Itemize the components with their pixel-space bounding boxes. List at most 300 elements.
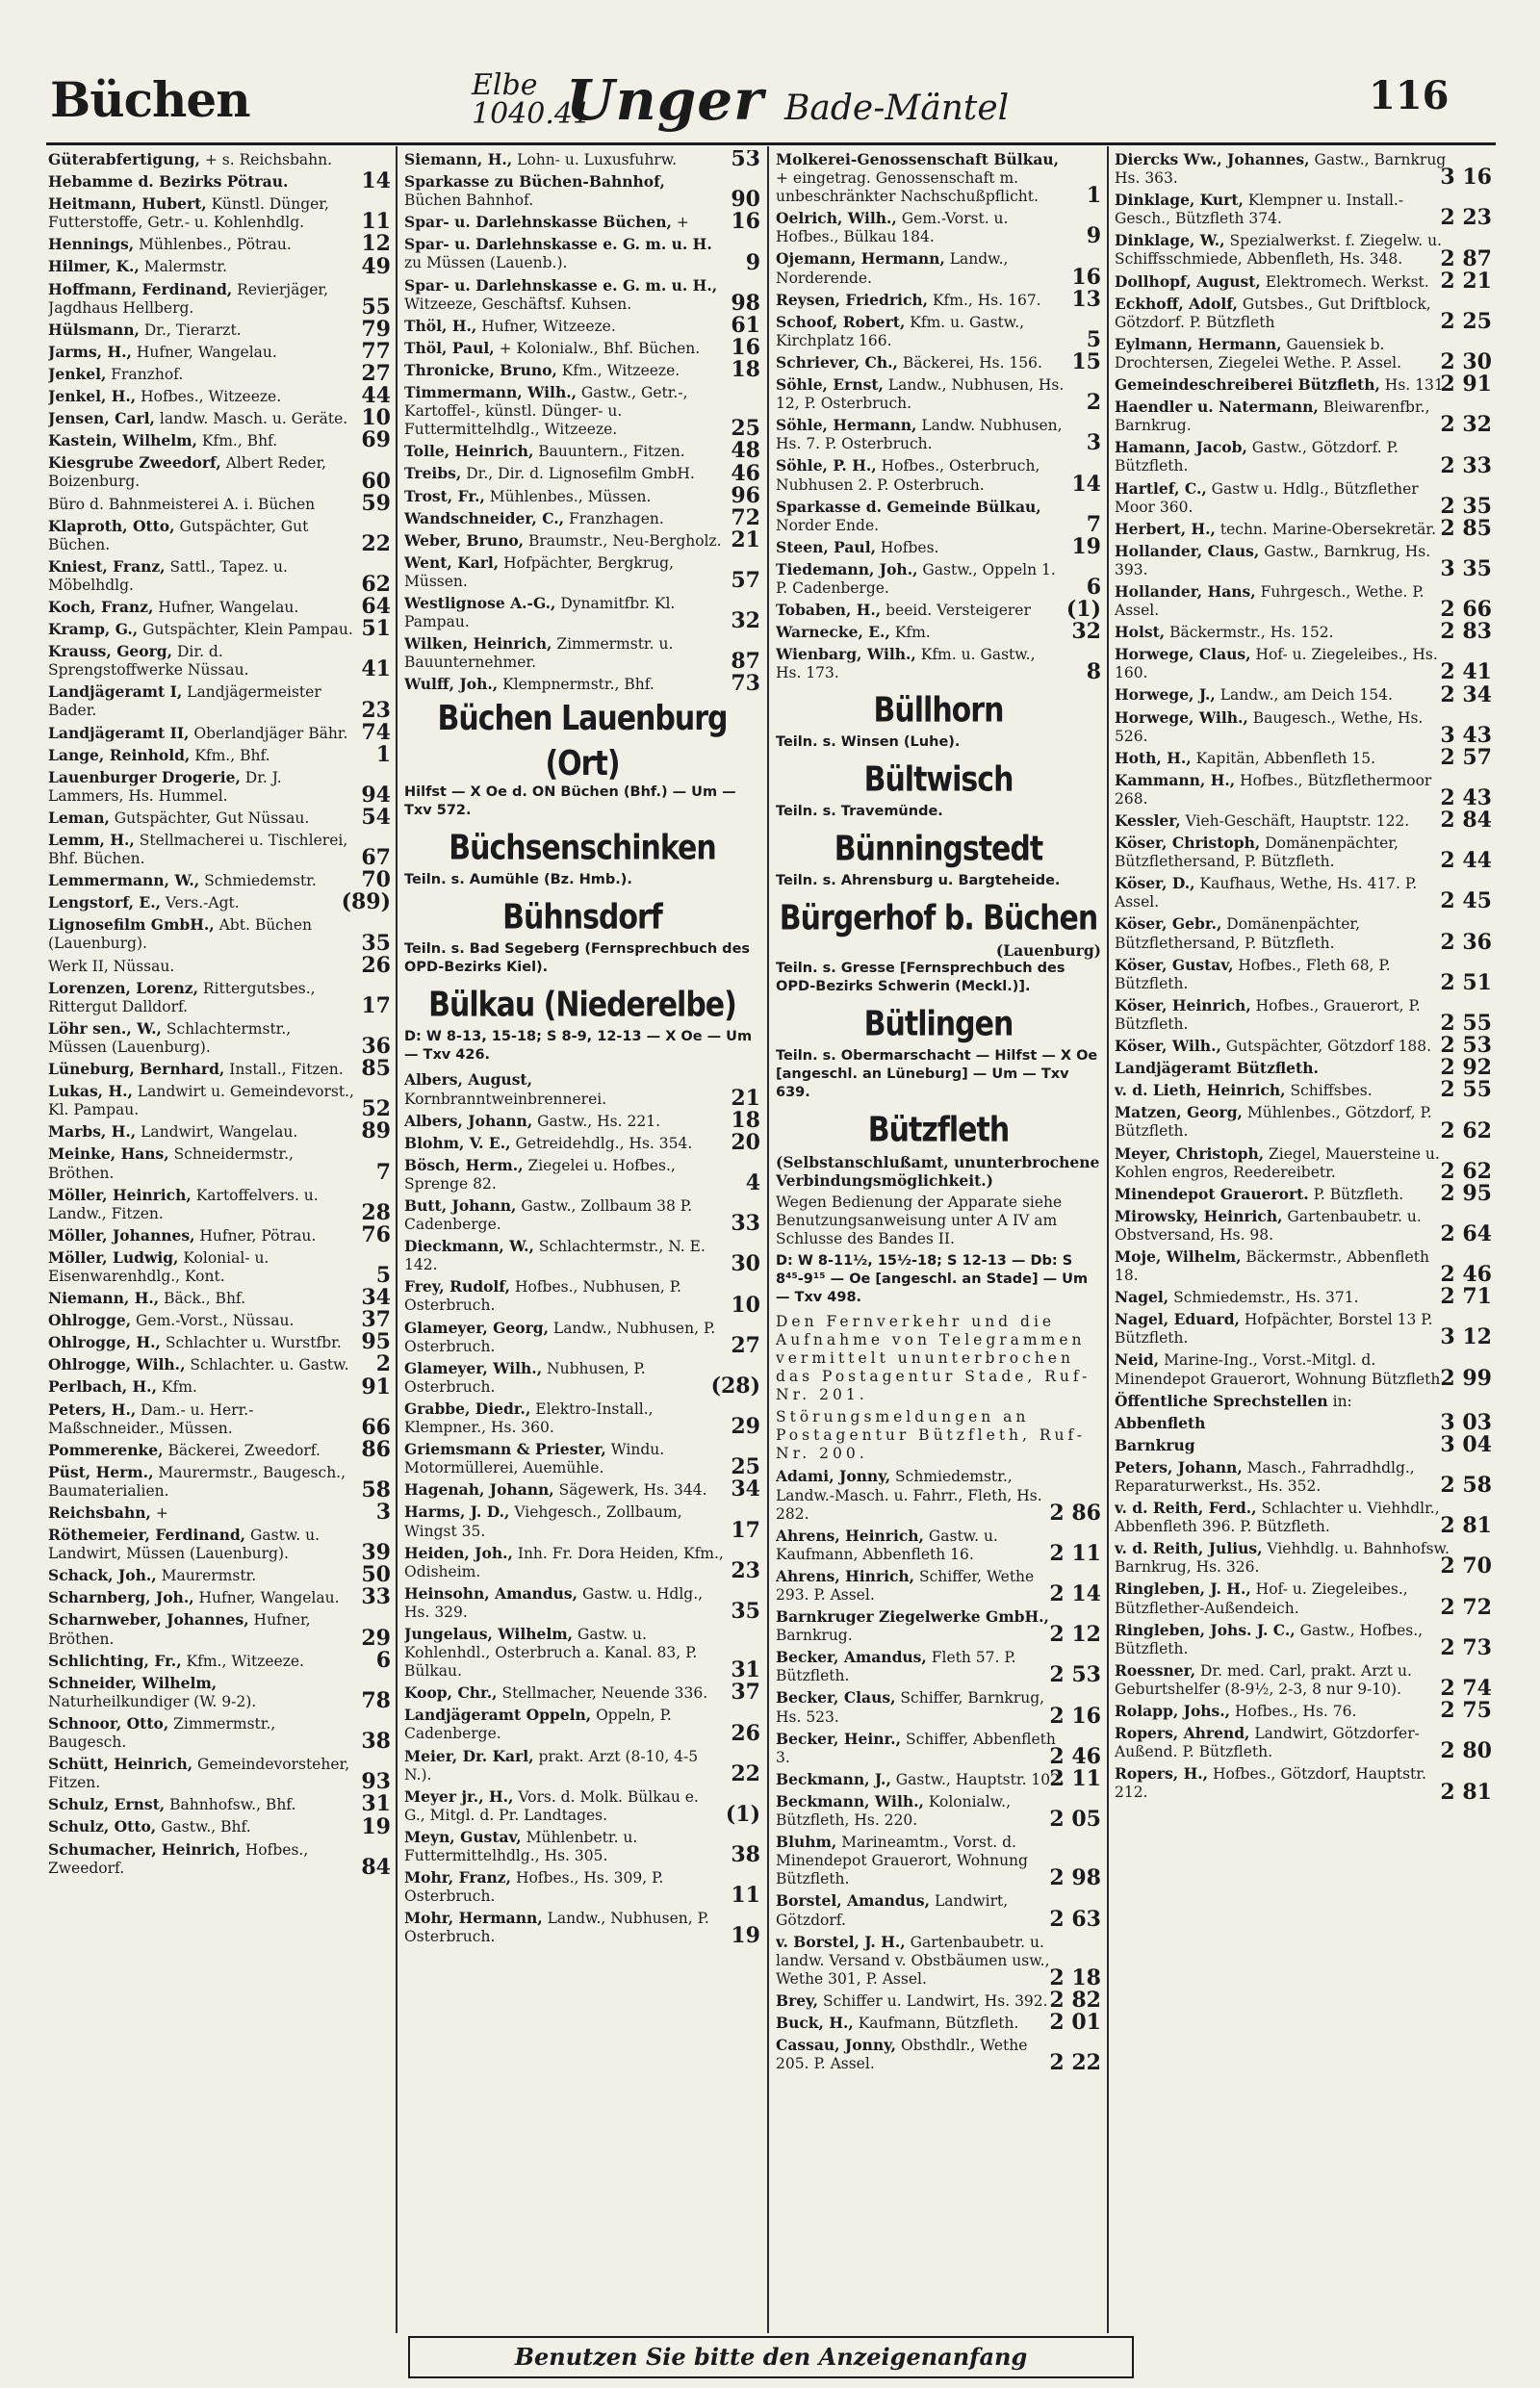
entry-phone-number: 17 (361, 992, 391, 1018)
entry-details: Nubhusen, P. Osterbruch. (404, 1359, 646, 1396)
entry-name: Hollander, Claus, (1115, 541, 1260, 560)
directory-entry (404, 1129, 760, 1155)
entry-phone-number: 34 (361, 1285, 391, 1311)
header-advertisement (566, 67, 1010, 138)
place-telephone-note: D: W 8-11½, 15½-18; S 12-13 — Db: S 8⁴⁵-9¹⁵ — Oe [angeschl. an Stade] — Um — Txv 498. (776, 1253, 1089, 1306)
entry-details: Oberlandjäger Bähr. (189, 724, 348, 742)
entry-name: Lemm, H., (48, 831, 135, 849)
entry-phone-number: 74 (361, 719, 391, 745)
entry-name: Meinke, Hans, (48, 1144, 169, 1164)
entry-name: Lengstorf, E., (48, 893, 161, 912)
directory-entry (404, 1502, 760, 1543)
entry-details: Büchen Bahnhof. (404, 192, 534, 210)
directory-entry (776, 286, 1101, 312)
entry-name: Meyer jr., H., (404, 1786, 514, 1806)
entry-details: Albert Reder, Boizenburg. (48, 454, 327, 491)
entry-phone-number: 3 16 (1440, 165, 1492, 191)
entry-details: Bäckermstr., Abbenfleth 18. (1115, 1247, 1429, 1285)
place-telephone-note: Teiln. s. Aumühle (Bz. Hmb.). (404, 872, 632, 888)
place-subheading: (Lauenburg) (995, 941, 1101, 961)
entry-details: Vieh-Geschäft, Hauptstr. 122. (1180, 812, 1410, 830)
directory-entry (1115, 995, 1492, 1037)
directory-entry (404, 1747, 760, 1785)
entry-details: Gartenbaubetr. u. landw. Versand v. Obstbäumen usw., Wethe 301, P. Assel. (776, 1933, 1050, 1988)
entry-phone-number: 2 34 (1440, 681, 1492, 707)
entry-name: Wulff, Joh., (404, 675, 499, 694)
entry-details: Hofpächter, Bergkrug, Müssen. (404, 553, 675, 590)
column-divider (767, 146, 769, 2333)
place-heading: Büchsenschinken (449, 829, 716, 869)
directory-entry (776, 533, 1101, 559)
entry-name: Ahrens, Hinrich, (776, 1566, 915, 1585)
entry-details: Kfm. (889, 624, 931, 642)
place-note: Störungsmeldungen an Postagentur Bützfleth, Ruf-Nr. 200. (776, 1408, 1086, 1463)
directory-entry (48, 280, 391, 318)
entry-phone-number: 32 (731, 608, 760, 634)
entry-phone-number: 18 (731, 357, 760, 383)
entry-phone-number: 14 (1071, 471, 1101, 497)
entry-details: Klempner u. Install.-Gesch., Bützfleth 374. (1115, 192, 1404, 228)
directory-entry (1115, 268, 1492, 294)
entry-phone-number: 61 (731, 312, 760, 338)
entry-details: Viehgesch., Zollbaum, Wingst 35. (404, 1503, 682, 1540)
entry-name: Borstel, Amandus, (776, 1891, 931, 1911)
directory-entry (776, 559, 1101, 601)
column-3 (776, 150, 1101, 2331)
entry-phone-number: 39 (361, 1540, 391, 1566)
entry-phone-number: 35 (361, 930, 391, 956)
directory-entry (776, 375, 1101, 416)
entry-phone-number: 3 03 (1440, 1409, 1492, 1435)
entry-details: Mühlenbes., Götzdorf, P. Bützfleth. (1115, 1104, 1432, 1141)
entry-name: Ohlrogge, Wilh., (48, 1355, 186, 1374)
entry-details: Gastw., Getr.-, Kartoffel-, künstl. Dünger- u. Futtermittelhdlg., Witzeeze. (404, 384, 688, 439)
directory-entry (404, 276, 760, 314)
directory-entry (404, 1277, 760, 1318)
entry-name: Barnkrug (1115, 1435, 1195, 1454)
entry-phone-number: 13 (1071, 286, 1101, 312)
entry-details: Hofbes., Zweedorf. (48, 1840, 309, 1877)
entry-details: + (150, 1504, 168, 1522)
entry-phone-number: 9 (1086, 223, 1101, 249)
entry-phone-number: 2 92 (1440, 1055, 1492, 1081)
entry-details: Schiffer, Abbenfleth 3. (776, 1730, 1056, 1766)
entry-details: Inh. Fr. Dora Heiden, Kfm., Odisheim. (404, 1544, 724, 1580)
entry-name: Gemeindeschreiberei Bützfleth, (1115, 375, 1380, 395)
entry-details: Dam.- u. Herr.-Maßschneider., Müssen. (48, 1400, 254, 1437)
directory-entry (48, 1436, 391, 1462)
entry-details: Ziegel, Mauersteine u. Kohlen engros, Reedereibetr. (1115, 1144, 1440, 1181)
place-note: Den Fernverkehr und die Aufnahme von Telegrammen vermittelt ununterbrochen das Postagentur Stade, Ruf-Nr. 201. (776, 1313, 1091, 1404)
directory-entry (404, 1868, 760, 1909)
entry-phone-number: 2 99 (1440, 1365, 1492, 1391)
entry-name: Mohr, Franz, (404, 1868, 512, 1887)
entry-details: Hofbes., Fleth 68, P. Bützfleth. (1115, 956, 1391, 992)
entry-phone-number: (28) (710, 1373, 760, 1399)
entry-name: Köser, Heinrich, (1115, 995, 1251, 1014)
entry-phone-number: 93 (361, 1769, 391, 1795)
entry-phone-number: 16 (731, 209, 760, 235)
directory-entry (404, 1909, 760, 1949)
entry-name: Mirowsky, Heinrich, (1115, 1206, 1283, 1225)
place-note: Wegen Bedienung der Apparate siehe Benutzungsanweisung unter A IV am Schlusse des Bandes II. (776, 1194, 1063, 1248)
entry-details: Kornbranntweinbrennerei. (404, 1090, 607, 1108)
entry-name: Timmermann, Wilh., (404, 383, 577, 402)
place-heading: Bültwisch (863, 760, 1014, 801)
directory-entry (48, 719, 391, 745)
directory-entry (776, 1688, 1101, 1729)
entry-details: Gutspächter, Gut Büchen. (48, 517, 309, 553)
entry-phone-number: 96 (731, 482, 760, 508)
directory-entry (404, 460, 760, 486)
directory-entry (1115, 1457, 1492, 1499)
entry-details: Franzhagen. (564, 509, 664, 527)
entry-phone-number: 2 36 (1440, 929, 1492, 955)
entry-phone-number: 84 (361, 1854, 391, 1880)
directory-entry (1115, 1350, 1492, 1391)
entry-phone-number: (1) (1065, 597, 1101, 623)
directory-entry (48, 1329, 391, 1355)
entry-phone-number: 26 (361, 952, 391, 978)
entry-name: Sparkasse d. Gemeinde Bülkau, (776, 497, 1041, 516)
entry-phone-number: 16 (1071, 264, 1101, 290)
entry-details: Hofbes., Hs. 309, P. Osterbruch. (404, 1869, 664, 1906)
entry-phone-number: 2 01 (1049, 2010, 1101, 2036)
directory-entry (1115, 581, 1492, 623)
entry-name: Söhle, Hermann, (776, 416, 917, 435)
directory-entry (48, 383, 391, 409)
entry-phone-number: 22 (361, 530, 391, 556)
entry-details: Elektro-Install., Klempner., Hs. 360. (404, 1399, 654, 1437)
entry-name: Kniest, Franz, (48, 556, 166, 576)
directory-entry (404, 357, 760, 383)
entry-phone-number: 19 (731, 1923, 760, 1949)
entry-name: Moje, Wilhelm, (1115, 1246, 1242, 1266)
entry-name: Lignosefilm GmbH., (48, 915, 215, 935)
directory-entry (404, 1156, 760, 1194)
column-2-entries-a (404, 150, 760, 697)
entry-name: Beckmann, J., (776, 1769, 891, 1788)
entry-details: Malermstr. (139, 258, 227, 276)
entry-phone-number: 66 (361, 1414, 391, 1440)
entry-phone-number: 2 75 (1440, 1698, 1492, 1724)
entry-name: Jenkel, (48, 364, 107, 383)
entry-phone-number: 87 (731, 649, 760, 675)
entry-details: Viehhdlg. u. Bahnhofsw. Barnkrug, Hs. 326. (1115, 1540, 1450, 1577)
entry-phone-number: 26 (731, 1720, 760, 1746)
entry-details: Dir. d. Sprengstoffwerke Nüssau. (48, 643, 249, 680)
entry-name: Söhle, P. H., (776, 456, 877, 475)
entry-phone-number: 2 43 (1440, 785, 1492, 810)
entry-details: Landw., Nubhusen, P. Osterbruch. (404, 1910, 709, 1946)
entry-name: Reichsbahn, (48, 1503, 151, 1522)
entry-details: Hufner, Pötrau. (194, 1226, 317, 1245)
entry-phone-number: 4 (745, 1170, 760, 1195)
entry-phone-number: 58 (361, 1477, 391, 1502)
entry-details: Gastw. u. Kohlenhdl., Osterbruch a. Kanal. 83, P. Bülkau. (404, 1625, 698, 1681)
entry-details: Baugesch., Wethe, Hs. 526. (1115, 708, 1424, 745)
entry-name: Meyer, Christoph, (1115, 1143, 1265, 1163)
directory-entry (404, 1399, 760, 1440)
entry-name: Wilken, Heinrich, (404, 634, 552, 654)
entry-name: Kessler, (1115, 811, 1181, 830)
entry-name: Löhr sen., W., (48, 1018, 162, 1038)
directory-entry (776, 1891, 1101, 1932)
directory-entry (1115, 231, 1492, 269)
entry-details: Braumstr., Neu-Bergholz. (524, 531, 722, 550)
entry-phone-number: 3 (1086, 430, 1101, 456)
entry-phone-number: 2 18 (1049, 1964, 1101, 1990)
entry-name: Barnkruger Ziegelwerke GmbH., (776, 1607, 1049, 1627)
entry-phone-number: 85 (361, 1056, 391, 1082)
directory-entry (1115, 1579, 1492, 1620)
entry-name: Niemann, H., (48, 1289, 160, 1308)
entry-phone-number: 2 73 (1440, 1634, 1492, 1660)
directory-entry (48, 805, 391, 830)
entry-name: Brey, (776, 1990, 819, 2010)
place-telephone-note: D: W 8-13, 15-18; S 8-9, 12-13 — X Oe — Um — Txv 426. (404, 1029, 753, 1064)
entry-name: Harms, J. D., (404, 1502, 510, 1522)
directory-entry (1115, 479, 1492, 517)
entry-phone-number: 57 (731, 567, 760, 593)
entry-name: Mohr, Hermann, (404, 1909, 543, 1928)
directory-entry (48, 1056, 391, 1082)
entry-name: Spar- u. Darlehnskasse Büchen, (404, 213, 672, 232)
directory-entry (48, 316, 391, 342)
directory-entry (1115, 681, 1492, 707)
entry-phone-number: 17 (731, 1517, 760, 1543)
entry-name: Bluhm, (776, 1833, 837, 1852)
entry-name: Hebamme d. Bezirks Pötrau. (48, 172, 289, 192)
directory-entry (48, 741, 391, 767)
entry-details: Schlachter. u. Gastw. (185, 1356, 349, 1374)
entry-details: Kfm. (156, 1378, 197, 1397)
entry-name: Thöl, H., (404, 316, 477, 335)
entry-phone-number: 33 (731, 1211, 760, 1237)
directory-entry (1115, 1180, 1492, 1206)
entry-name: Tiedemann, Joh., (776, 559, 918, 578)
place-heading: Bünningstedt (834, 830, 1043, 870)
entry-name: Jungelaus, Wilhelm, (404, 1624, 574, 1643)
directory-entry (48, 642, 391, 680)
entry-name: Wandschneider, C., (404, 508, 565, 527)
entry-name: Ohlrogge, (48, 1311, 132, 1330)
entry-details: Schiffer u. Landwirt, Hs. 392. (818, 1991, 1048, 2010)
entry-phone-number: 23 (731, 1557, 760, 1583)
directory-entry (48, 768, 391, 806)
entry-details: Hufner, Witzeeze. (476, 317, 616, 335)
entry-phone-number: 2 70 (1440, 1553, 1492, 1579)
entry-phone-number: 77 (361, 338, 391, 364)
directory-entry (1115, 1144, 1492, 1182)
directory-entry (48, 952, 391, 978)
entry-details: Kfm., Bhf. (190, 746, 270, 764)
entry-name: Haendler u. Natermann, (1115, 398, 1319, 417)
directory-entry (48, 405, 391, 431)
entry-name: Landjägeramt Bützfleth. (1115, 1059, 1319, 1078)
entry-name: Heiden, Joh., (404, 1543, 513, 1562)
entry-name: Hoffmann, Ferdinand, (48, 279, 233, 298)
entry-details: Schlachtermstr., N. E. 142. (404, 1238, 706, 1274)
entry-phone-number: 34 (731, 1476, 760, 1502)
entry-name: Warnecke, E., (776, 623, 890, 642)
entry-details: Landw. Nubhusen, Hs. 7. P. Osterbruch. (776, 417, 1063, 453)
entry-name: Blohm, V. E., (404, 1133, 511, 1152)
entry-phone-number: 95 (361, 1329, 391, 1355)
column-4 (1115, 150, 1492, 2331)
directory-entry (1115, 1764, 1492, 1805)
directory-entry (48, 1221, 391, 1247)
entry-details: Hofbes., Nubhusen, P. Osterbruch. (404, 1278, 681, 1315)
entry-details: Landw., Nubhusen, P. Osterbruch. (404, 1319, 716, 1355)
directory-entry (776, 1833, 1101, 1891)
entry-name: Went, Karl, (404, 552, 500, 572)
directory-entry (1115, 1246, 1492, 1288)
entry-details: Hufner, Wangelau. (193, 1589, 340, 1607)
directory-entry (404, 1476, 760, 1502)
entry-name: Ropers, H., (1115, 1764, 1209, 1784)
entry-details: Kfm., Hs. 167. (928, 291, 1041, 309)
entry-name: Hoth, H., (1115, 748, 1192, 767)
entry-name: Leman, (48, 808, 110, 827)
entry-phone-number: 2 16 (1049, 1703, 1101, 1729)
entry-details: Kfm., Bhf. (196, 432, 278, 450)
entry-phone-number: 76 (361, 1221, 391, 1247)
entry-phone-number: 6 (375, 1647, 391, 1673)
entry-name: Lorenzen, Lorenz, (48, 978, 198, 997)
entry-details: Rittergutsbes., Rittergut Dalldorf. (48, 979, 316, 1015)
entry-phone-number: 29 (361, 1625, 391, 1651)
entry-details: Mühlenbes., Müssen. (484, 487, 652, 505)
directory-entry (48, 1500, 391, 1526)
entry-name: Sparkasse zu Büchen-Bahnhof, (404, 172, 665, 192)
directory-entry (48, 453, 391, 494)
entry-name: Albers, Johann, (404, 1111, 533, 1130)
place-heading: Bülkau (Niederelbe) (428, 986, 736, 1026)
entry-phone-number: 20 (731, 1129, 760, 1155)
entry-details: Naturheilkundiger (W. 9-2). (48, 1692, 257, 1710)
entry-name: Scharnberg, Joh., (48, 1588, 194, 1607)
entry-name: Neid, (1115, 1350, 1160, 1370)
directory-entry (48, 1307, 391, 1333)
entry-details: Bahnhofsw., Bhf. (165, 1796, 296, 1814)
entry-phone-number: 2 53 (1049, 1662, 1101, 1688)
entry-phone-number: 9 (745, 249, 760, 275)
directory-entry (48, 194, 391, 235)
directory-entry (404, 209, 760, 235)
directory-entry (404, 1787, 760, 1825)
entry-name: Rolapp, Johs., (1115, 1702, 1231, 1721)
entry-name: Peters, H., (48, 1399, 137, 1419)
entry-phone-number: 16 (731, 334, 760, 360)
directory-entry (776, 416, 1101, 456)
entry-phone-number: 51 (361, 616, 391, 642)
directory-entry (404, 1070, 760, 1111)
entry-phone-number: 60 (361, 468, 391, 494)
entry-phone-number: 33 (361, 1584, 391, 1610)
directory-entry (776, 1730, 1101, 1767)
entry-phone-number: 73 (731, 671, 760, 697)
entry-name: Dollhopf, August, (1115, 271, 1261, 291)
entry-phone-number: 31 (731, 1657, 760, 1683)
header-rule (46, 142, 1496, 145)
entry-details: Vors. d. Molk. Bülkau e. G., Mitgl. d. Pr. Landtages. (404, 1787, 699, 1824)
entry-details: Oppeln, P. Cadenberge. (404, 1707, 672, 1743)
directory-entry (48, 915, 391, 956)
entry-phone-number: 29 (731, 1414, 760, 1440)
directory-entry (404, 1544, 760, 1581)
directory-entry (48, 594, 391, 620)
entry-phone-number: 2 46 (1440, 1262, 1492, 1288)
entry-phone-number: 2 64 (1440, 1220, 1492, 1246)
entry-details: Gastw., Hs. 221. (532, 1112, 660, 1130)
entry-details: Schmiedemstr. (199, 872, 317, 890)
directory-entry (1115, 1310, 1492, 1348)
directory-entry (48, 1144, 391, 1185)
entry-name: Heitmann, Hubert, (48, 194, 207, 214)
entry-phone-number: 2 33 (1440, 452, 1492, 478)
entry-phone-number: 2 53 (1440, 1033, 1492, 1059)
entry-name: Spar- u. Darlehnskasse e. G. m. u. H., (404, 275, 718, 295)
directory-entry (1115, 334, 1492, 375)
entry-name: Albers, August, (404, 1070, 532, 1090)
entry-details: Masch., Fahrradhdlg., Reparaturwerkst., Hs. 352. (1115, 1458, 1415, 1495)
entry-details: Schlachter u. Wurstfbr. (160, 1334, 342, 1352)
directory-entry (1115, 1499, 1492, 1539)
entry-phone-number: 22 (731, 1760, 760, 1786)
directory-entry (776, 249, 1101, 290)
entry-details: Gastw., Bhf. (156, 1818, 251, 1836)
entry-name: Hollander, Hans, (1115, 581, 1256, 601)
directory-entry (48, 1018, 391, 1060)
directory-entry (776, 498, 1101, 535)
entry-name: Pommerenke, (48, 1440, 164, 1459)
entry-name: Öffentliche Sprechstellen (1115, 1391, 1328, 1410)
column-2 (404, 150, 760, 2331)
entry-name: Schumacher, Heinrich, (48, 1839, 241, 1859)
entry-phone-number: 2 63 (1049, 1906, 1101, 1932)
directory-entry (404, 671, 760, 697)
entry-name: Hamann, Jacob, (1115, 438, 1247, 457)
entry-name: Heinsohn, Amandus, (404, 1583, 578, 1603)
directory-entry (1115, 1207, 1492, 1245)
entry-name: Köser, Wilh., (1115, 1037, 1221, 1056)
directory-entry (48, 361, 391, 387)
entry-phone-number: 69 (361, 427, 391, 453)
directory-entry (1115, 1284, 1492, 1310)
directory-entry (776, 1567, 1101, 1605)
directory-entry (48, 1186, 391, 1223)
directory-entry (1115, 438, 1492, 478)
entry-details: P. Bützfleth. (1308, 1185, 1404, 1203)
directory-entry (404, 526, 760, 552)
entry-phone-number: 30 (731, 1251, 760, 1277)
entry-name: Möller, Ludwig, (48, 1247, 179, 1267)
entry-phone-number: 2 51 (1440, 969, 1492, 995)
entry-name: Jarms, H., (48, 342, 132, 361)
ad-code-line1: Elbe (472, 68, 538, 102)
entry-phone-number: 11 (731, 1883, 760, 1909)
entry-details: Landwirt, Wangelau. (136, 1123, 298, 1142)
entry-name: Minendepot Grauerort. (1115, 1184, 1309, 1203)
column-3-entries-b (776, 1467, 1101, 2076)
entry-details: Barnkrug. (776, 1627, 853, 1645)
entry-phone-number: 59 (361, 490, 391, 516)
entry-phone-number: 11 (361, 209, 391, 235)
entry-phone-number: 2 57 (1440, 744, 1492, 770)
directory-entry (1115, 1660, 1492, 1702)
directory-entry (48, 1526, 391, 1566)
